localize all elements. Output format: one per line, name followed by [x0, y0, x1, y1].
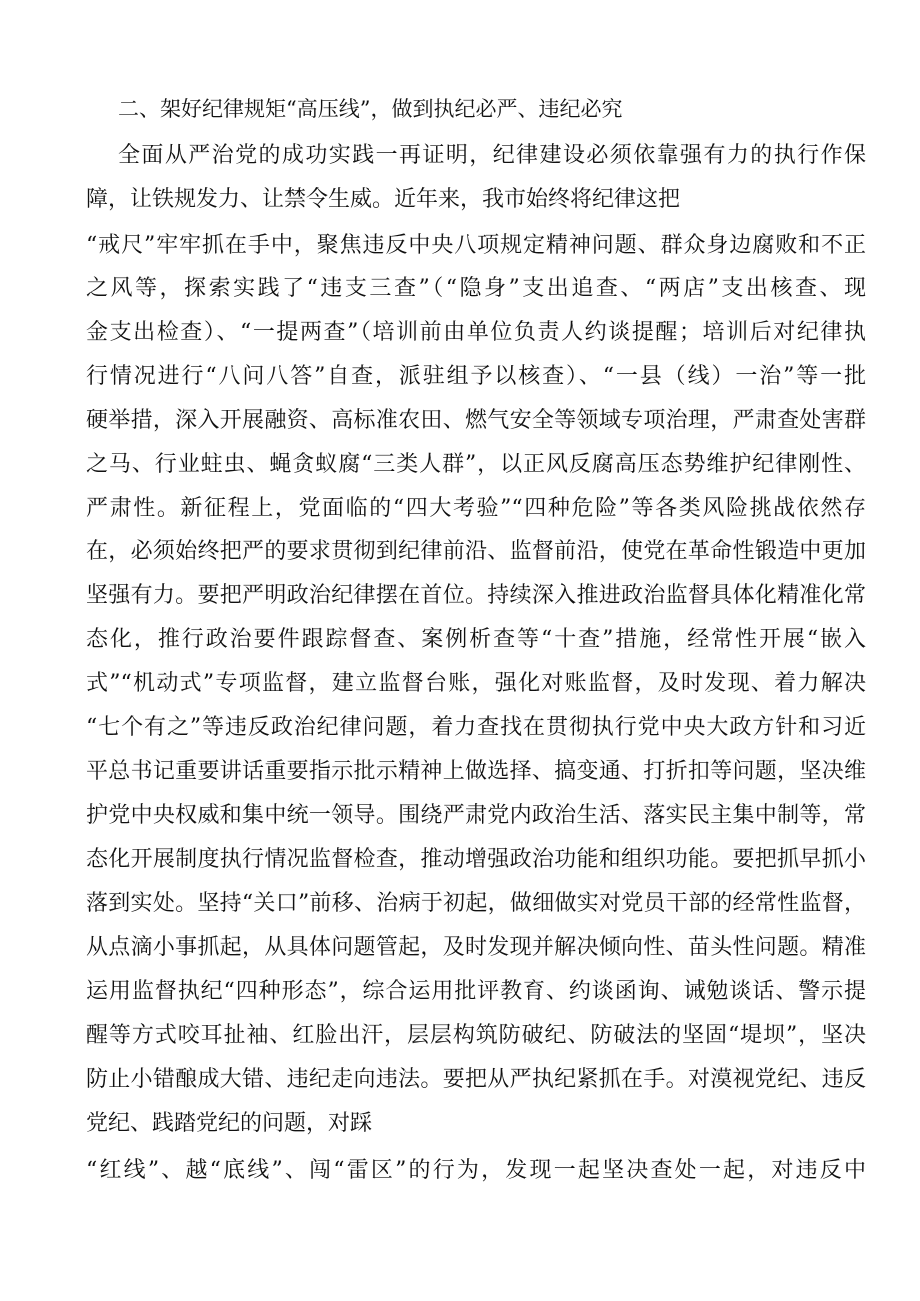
paragraph-line-9: 严肃性。新征程上，党面临的“四大考验”“四种危险”等各类风险挑战依然存 [86, 496, 866, 521]
paragraph-line-22: 防止小错酿成大错、违纪走向违法。要把从严执纪紧抓在手。对漠视党纪、违反 [86, 1067, 866, 1092]
paragraph-line-5: 金支出检查）、“一提两查”（培训前由单位负责人约谈提醒；培训后对纪律执 [86, 320, 866, 345]
paragraph-line-18: 落到实处。坚持“关口”前移、治病于初起，做细做实对党员干部的经常性监督， [86, 891, 866, 916]
paragraph-line-15: 平总书记重要讲话重要指示批示精神上做选择、搞变通、打折扣等问题，坚决维 [86, 759, 866, 784]
paragraph-line-17: 态化开展制度执行情况监督检查，推动增强政治功能和组织功能。要把抓早抓小 [86, 847, 866, 872]
paragraph-line-23: 党纪、践踏党纪的问题，对踩 [86, 1111, 373, 1136]
paragraph-line-7: 硬举措，深入开展融资、高标准农田、燃气安全等领域专项治理，严肃查处害群 [86, 408, 866, 433]
paragraph-line-10: 在，必须始终把严的要求贯彻到纪律前沿、监督前沿，使党在革命性锻造中更加 [86, 539, 866, 564]
paragraph-line-21: 醒等方式咬耳扯袖、红脸出汗，层层构筑防破纪、防破法的坚固“堤坝”，坚决 [86, 1023, 866, 1048]
paragraph-line-8: 之马、行业蛀虫、蝇贪蚁腐“三类人群”，以正风反腐高压态势维护纪律刚性、 [86, 452, 866, 477]
paragraph-line-1: 全面从严治党的成功实践一再证明，纪律建设必须依靠强有力的执行作保 [118, 143, 866, 168]
section-heading: 二、架好纪律规矩“高压线”，做到执纪必严、违纪必究 [118, 97, 623, 121]
paragraph-line-20: 运用监督执纪“四种形态”，综合运用批评教育、约谈函询、诫勉谈话、警示提 [86, 979, 866, 1004]
paragraph-line-6: 行情况进行“八问八答”自查，派驻组予以核查）、“一县（线）一治”等一批 [86, 364, 866, 389]
paragraph-line-14: “七个有之”等违反政治纪律问题，着力查找在贯彻执行党中央大政方针和习近 [86, 715, 866, 740]
paragraph-line-2: 障，让铁规发力、让禁令生威。近年来，我市始终将纪律这把 [86, 187, 681, 212]
paragraph-line-4: 之风等，探索实践了“违支三查”（“隐身”支出追查、“两店”支出核查、现 [86, 276, 866, 301]
paragraph-line-3: “戒尺”牢牢抓在手中，聚焦违反中央八项规定精神问题、群众身边腐败和不正 [86, 233, 866, 258]
paragraph-line-24: “红线”、越“底线”、闯“雷区”的行为，发现一起坚决查处一起，对违反中 [86, 1158, 866, 1183]
paragraph-line-13: 式”“机动式”专项监督，建立监督台账，强化对账监督，及时发现、着力解决 [86, 671, 866, 696]
paragraph-line-12: 态化，推行政治要件跟踪督查、案例析查等“十查”措施，经常性开展“嵌入 [86, 627, 866, 652]
paragraph-line-19: 从点滴小事抓起，从具体问题管起，及时发现并解决倾向性、苗头性问题。精准 [86, 935, 866, 960]
paragraph-line-16: 护党中央权威和集中统一领导。围绕严肃党内政治生活、落实民主集中制等，常 [86, 803, 866, 828]
paragraph-line-11: 坚强有力。要把严明政治纪律摆在首位。持续深入推进政治监督具体化精准化常 [86, 583, 866, 608]
